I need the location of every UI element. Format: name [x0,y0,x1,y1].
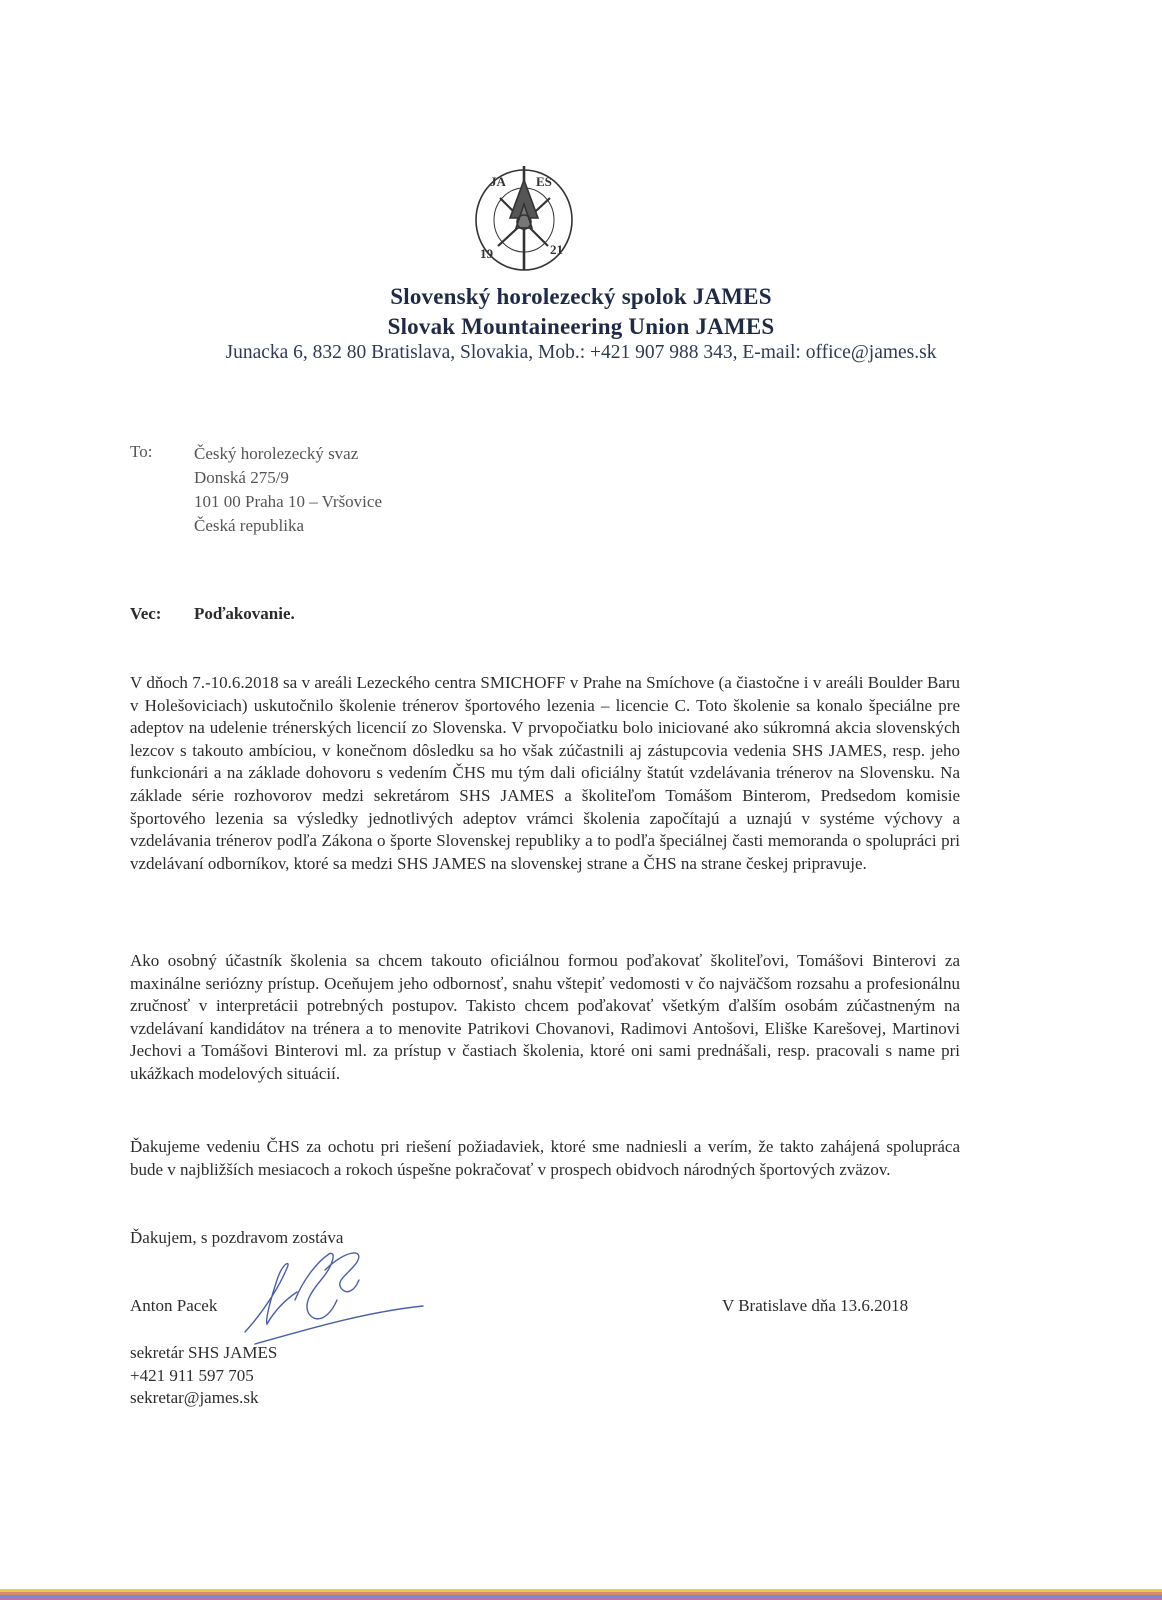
signatory-details [130,1342,277,1410]
svg-text:21: 21 [550,242,563,257]
subject-text: Poďakovanie. [194,604,295,623]
svg-text:ES: ES [536,174,552,189]
organization-name-sk: Slovenský horolezecký spolok JAMES [390,284,772,309]
body-paragraph: Ďakujeme vedeniu ČHS za ochotu pri riešení požiadaviek, ktoré sme nadniesli a verím, že takto zahájená spolupráca bude v najbližších mesiacoch a rokoch úspešne pokračovať v prospech obidvoch národných športových zväzov. [130,1137,960,1179]
recipient-line: Donská 275/9 [194,468,289,487]
closing-greeting: Ďakujem, s pozdravom zostáva [130,1228,344,1247]
recipient-address [194,442,382,538]
place-and-date: V Bratislave dňa 13.6.2018 [722,1296,909,1315]
decorative-bottom-stripe [0,1589,1162,1600]
body-paragraph: Ako osobný účastník školenia sa chcem takouto oficiálnou formou poďakovať školiteľovi, Tomášovi Binterovi za maxinálne seriózny prístup. Oceňujem jeho odbornosť, snahu vštepiť vedomosti v čo najväčšom rozsahu a profesionálnu zručnosť v interpretácii potrebných postupov. Takisto chcem poďakovať všetkým ďalším osobám zúčastneným na vzdelávaní kandidátov na trénera a to menovite Patrikovi Chovanovi, Radimovi Antošovi, Eliške Karešovej, Martinovi Jechovi a Tomášovi Binterovi ml. za prístup v častiach školenia, ktoré oni sami prednášali, resp. pracovali s name pri ukážkach modelových situácií. [130,951,960,1083]
seal-graphic [476,166,572,270]
recipient-line: 101 00 Praha 10 – Vršovice [194,492,382,511]
svg-text:19: 19 [480,246,493,261]
organization-name-en: Slovak Mountaineering Union JAMES [387,314,775,339]
signature-strokes [245,1253,423,1344]
subject-label: Vec: [130,604,162,623]
recipient-line: Česká republika [194,516,304,535]
signatory-title: sekretár SHS JAMES [130,1343,278,1362]
organization-address: Junacka 6, 832 80 Bratislava, Slovakia, Mob.: +421 907 988 343, E-mail: office@james.sk [225,342,937,363]
signatory-email: sekretar@james.sk [130,1388,259,1408]
signatory-name: Anton Pacek [130,1296,218,1315]
signatory-phone: +421 911 597 705 [130,1365,254,1385]
james-seal-logo [470,158,578,274]
recipient-line: Český horolezecký svaz [194,444,359,463]
body-paragraph: V dňoch 7.-10.6.2018 sa v areáli Lezeckého centra SMICHOFF v Prahe na Smíchove (a čiastočne i v areáli Boulder Baru v Holešoviciach) uskutočnilo školenie trénerov športového lezenia – licencie C. Toto školenie sa konalo špeciálne pre adeptov na udelenie trénerských licencií zo Slovenska. V prvopočiatku bolo iniciované ako súkromná akcia slovenských lezcov s takouto ambíciou, v konečnom dôsledku sa ho však zúčastnili aj zástupcovia vedenia SHS JAMES, resp. jeho funkcionári a na základe dohovoru s vedením ČHS mu tým dali oficiálny štatút vzdelávania trénerov na Slovensku. Na základe série rozhovorov medzi sekretárom SHS JAMES a školiteľom Tomášom Binterom, Predsedom komisie športového lezenia sa výsledky jednotlivých adeptov vrámci školenia započítajú a uznajú v systéme výchovy a vzdelávania trénerov podľa Zákona o športe Slovenskej republiky a to podľa špeciálnej časti memoranda o spolupráci pri vzdelávaní odborníkov, ktoré sa medzi SHS JAMES na slovenskej strane a ČHS na strane českej pripravuje. [130,673,960,873]
recipient-label: To: [130,442,153,461]
svg-text:JA: JA [490,174,506,189]
